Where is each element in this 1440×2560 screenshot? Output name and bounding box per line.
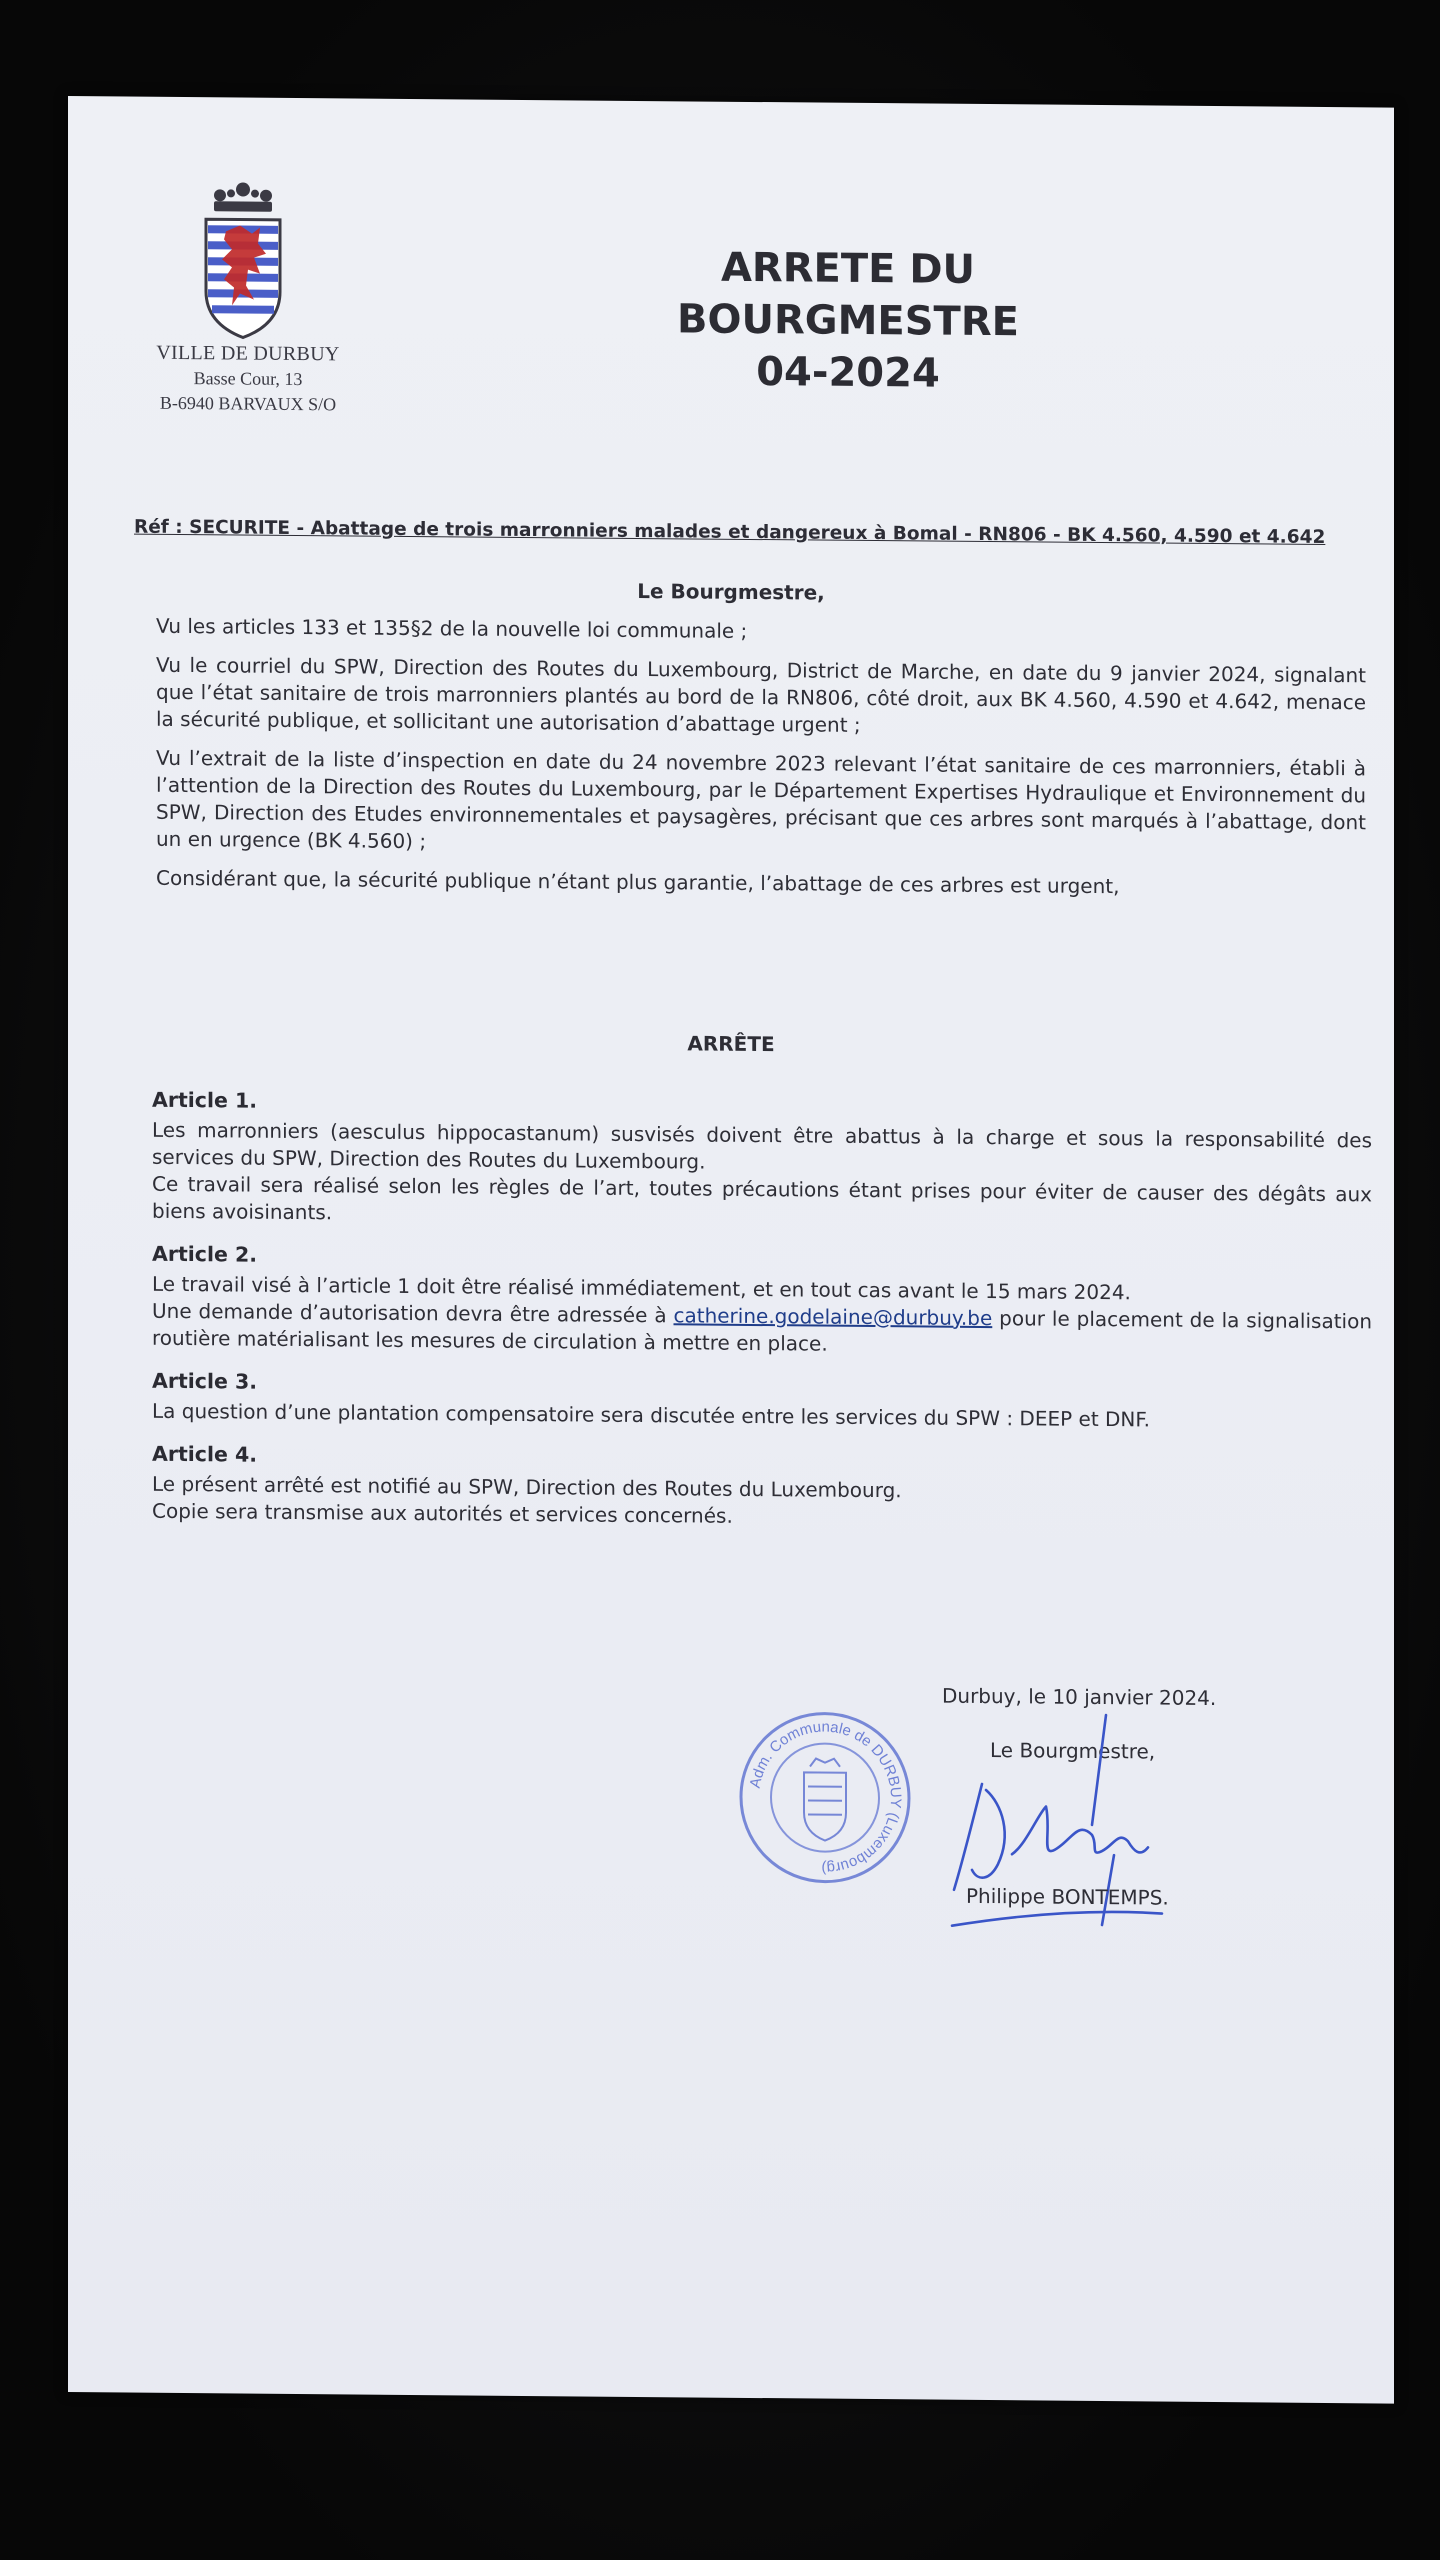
signature-block [942,1683,1272,1910]
article-text: pour le placement de la signalisation routière matérialisant les mesures de circulation à mettre en place. [152,1306,1373,1356]
article-title: Article 3. [152,1368,258,1394]
article-line: La question d’une plantation compensatoire sera discutée entre les services du SPW : DEEP et DNF. [152,1398,1151,1432]
municipal-stamp [736,1708,914,1888]
preamble-paragraph: Vu l’extrait de la liste d’inspection en date du 24 novembre 2023 relevant l’état sanitaire de ces marronniers, établi à l’attention de la Direction des Routes du Luxembourg, par le Département Expertises Hydraulique et Environnement du SPW, Direction des Etudes environnementales et paysagères, précisant que ces arbres sont marqués à l’abattage, dont un en urgence (BK 4.560) ; [156,745,1366,854]
preamble-paragraph: Vu le courriel du SPW, Direction des Routes du Luxembourg, District de Marche, en date du 9 janvier 2024, signalant que l’état sanitaire de trois marronniers plantés au bord de la RN806, côté droit, aux BK 4.560, 4.590 et 4.642, menace la sécurité publique, et sollicitant une autorisation d’abattage urgent ; [156,652,1366,737]
article-line: Le travail visé à l’article 1 doit être réalisé immédiatement, et en tout cas avant le 15 mars 2024. [152,1271,1131,1305]
email-link[interactable]: catherine.godelaine@durbuy.be [673,1303,993,1331]
article-title: Article 1. [152,1087,258,1113]
article-line: Copie sera transmise aux autorités et services concernés. [152,1498,733,1528]
article-line: Ce travail sera réalisé selon les règles de l’art, toutes précautions étant prises pour éviter de causer des dégâts aux biens avoisinants. [152,1171,1372,1225]
city-name: VILLE DE DURBUY [156,341,340,366]
address-line-1: Basse Cour, 13 [193,368,303,390]
city-address-block [128,341,368,418]
place-and-date: Durbuy, le 10 janvier 2024. [942,1683,1217,1711]
reference-line: Réf : SECURITE - Abattage de trois marronniers malades et dangereux à Bomal - RN806 - BK 4.560, 4.590 et 4.642 [134,516,1326,548]
article-2 [152,1241,1372,1363]
opening-line: Le Bourgmestre, [637,578,825,605]
document-page [68,96,1394,2404]
preamble-paragraph: Vu les articles 133 et 135§2 de la nouvelle loi communale ; [156,613,748,643]
coat-of-arms-icon [196,173,290,344]
article-3 [152,1368,1372,1436]
article-line: Les marronniers (aesculus hippocastanum) susvisés doivent être abattus à la charge et sous la responsabilité des services du SPW, Direction des Routes du Luxembourg. [152,1117,1372,1174]
document-title [568,240,1128,401]
stamp-text: Adm. Communale de DURBUY (Luxembourg) [746,1718,905,1877]
title-line-1: ARRETE DU BOURGMESTRE [677,244,1019,346]
title-line-2: 04-2024 [756,349,940,397]
address-line-2: B-6940 BARVAUX S/O [159,392,337,415]
articles-block [152,1087,1372,1552]
article-title: Article 2. [152,1241,258,1267]
signatory-role: Le Bourgmestre, [990,1738,1156,1764]
article-line: Le présent arrêté est notifié au SPW, Direction des Routes du Luxembourg. [152,1471,902,1503]
preamble-paragraph: Considérant que, la sécurité publique n’étant plus garantie, l’abattage de ces arbres est urgent, [156,865,1120,899]
article-4 [152,1441,1372,1536]
decree-heading: ARRÊTE [687,1031,775,1057]
signatory-name: Philippe BONTEMPS. [966,1883,1169,1910]
article-title: Article 4. [152,1441,258,1467]
article-1 [152,1087,1372,1236]
preamble-block [156,613,1366,915]
article-line [152,1298,1372,1363]
article-text: Une demande d’autorisation devra être adressée à [152,1298,674,1328]
